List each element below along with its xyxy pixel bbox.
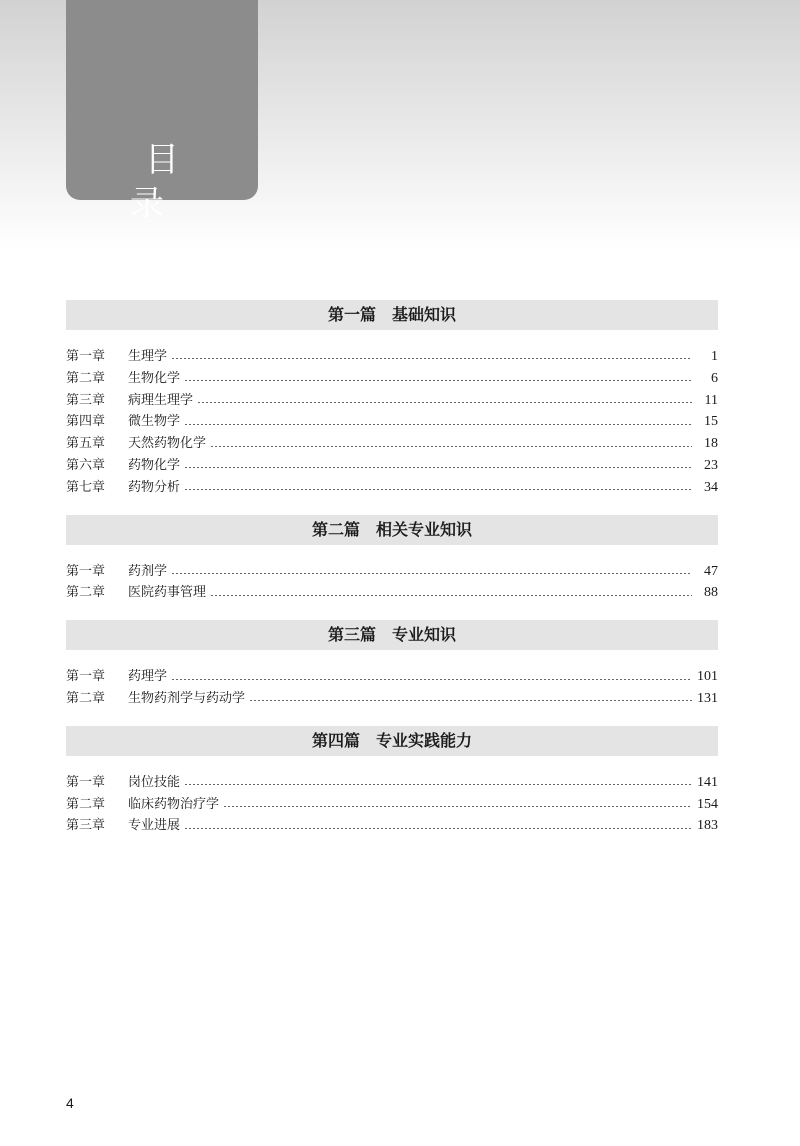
part-heading	[66, 726, 718, 756]
part-heading	[66, 515, 718, 545]
chapter-number: 第二章	[66, 690, 106, 706]
chapter-number: 第三章	[66, 392, 106, 408]
toc-entry[interactable]	[66, 794, 718, 816]
part-chapter-list	[66, 772, 718, 837]
chapter-number: 第二章	[66, 585, 106, 601]
chapter-title: 病理生理学	[128, 392, 194, 408]
dot-leader	[171, 358, 692, 359]
chapter-number: 第一章	[66, 563, 106, 579]
chapter-number: 第四章	[66, 414, 106, 430]
chapter-title: 临床药物治疗学	[128, 796, 220, 812]
page-ref: 1	[711, 349, 718, 364]
part-heading-text: 第四篇 专业实践能力	[311, 730, 472, 750]
part-chapter-list	[66, 666, 718, 710]
dot-leader	[184, 467, 692, 468]
table-of-contents	[66, 300, 718, 853]
dot-leader	[184, 828, 692, 829]
dot-leader	[171, 573, 692, 574]
page-number: 4	[66, 1095, 74, 1111]
page-ref: 183	[697, 818, 718, 834]
page-ref: 131	[697, 690, 718, 706]
toc-entry[interactable]	[66, 411, 718, 433]
page-ref: 11	[704, 392, 718, 408]
chapter-title: 生理学	[128, 349, 168, 364]
part-chapter-list	[66, 561, 718, 605]
dot-leader	[184, 489, 692, 490]
chapter-number: 第七章	[66, 479, 106, 495]
chapter-title: 微生物学	[128, 414, 181, 430]
chapter-title: 药物化学	[128, 457, 181, 473]
page-ref: 6	[711, 370, 718, 386]
toc-entry[interactable]	[66, 772, 718, 794]
chapter-number: 第五章	[66, 436, 106, 452]
page-title: 目 录	[130, 140, 209, 224]
chapter-title: 药剂学	[128, 563, 168, 579]
page-ref: 18	[704, 436, 718, 452]
dot-leader	[184, 784, 692, 785]
chapter-title: 医院药事管理	[128, 585, 207, 601]
part-heading-text: 第一篇 基础知识	[327, 305, 456, 324]
dot-leader	[249, 700, 692, 701]
toc-entry[interactable]	[66, 477, 718, 499]
chapter-number: 第二章	[66, 370, 106, 386]
part-heading	[66, 620, 718, 650]
chapter-title: 生物药剂学与药动学	[128, 690, 246, 706]
toc-entry[interactable]	[66, 666, 718, 688]
toc-entry[interactable]	[66, 368, 718, 390]
page-ref: 101	[697, 669, 718, 685]
chapter-number: 第三章	[66, 818, 106, 834]
dot-leader	[210, 595, 692, 596]
toc-entry[interactable]	[66, 688, 718, 710]
dot-leader	[171, 679, 692, 680]
toc-entry[interactable]	[66, 582, 718, 604]
page-ref: 23	[704, 457, 718, 473]
chapter-number: 第一章	[66, 349, 106, 364]
toc-entry[interactable]	[66, 815, 718, 837]
chapter-title: 天然药物化学	[128, 436, 207, 452]
chapter-title: 专业进展	[128, 818, 181, 834]
part-heading-text: 第三篇 专业知识	[327, 625, 456, 645]
part-heading	[66, 300, 718, 330]
dot-leader	[223, 806, 692, 807]
toc-entry[interactable]	[66, 433, 718, 455]
page-ref: 88	[704, 585, 718, 601]
page-ref: 154	[697, 796, 718, 812]
page-ref: 15	[704, 414, 718, 430]
dot-leader	[197, 402, 692, 403]
chapter-number: 第一章	[66, 774, 106, 790]
chapter-number: 第六章	[66, 457, 106, 473]
chapter-title: 药理学	[128, 669, 168, 685]
title-tab	[66, 0, 258, 224]
toc-entry[interactable]	[66, 346, 718, 368]
dot-leader	[210, 446, 692, 447]
part-chapter-list	[66, 346, 718, 499]
dot-leader	[184, 424, 692, 425]
page-ref: 141	[697, 774, 718, 790]
toc-entry[interactable]	[66, 390, 718, 412]
page-ref: 34	[704, 479, 718, 495]
chapter-title: 药物分析	[128, 479, 181, 495]
chapter-title: 生物化学	[128, 370, 181, 386]
page-ref: 47	[704, 563, 718, 579]
chapter-title: 岗位技能	[128, 774, 181, 790]
toc-entry[interactable]	[66, 455, 718, 477]
part-heading-text: 第二篇 相关专业知识	[311, 519, 472, 539]
dot-leader	[184, 380, 692, 381]
toc-entry[interactable]	[66, 561, 718, 583]
chapter-number: 第二章	[66, 796, 106, 812]
chapter-number: 第一章	[66, 669, 106, 685]
